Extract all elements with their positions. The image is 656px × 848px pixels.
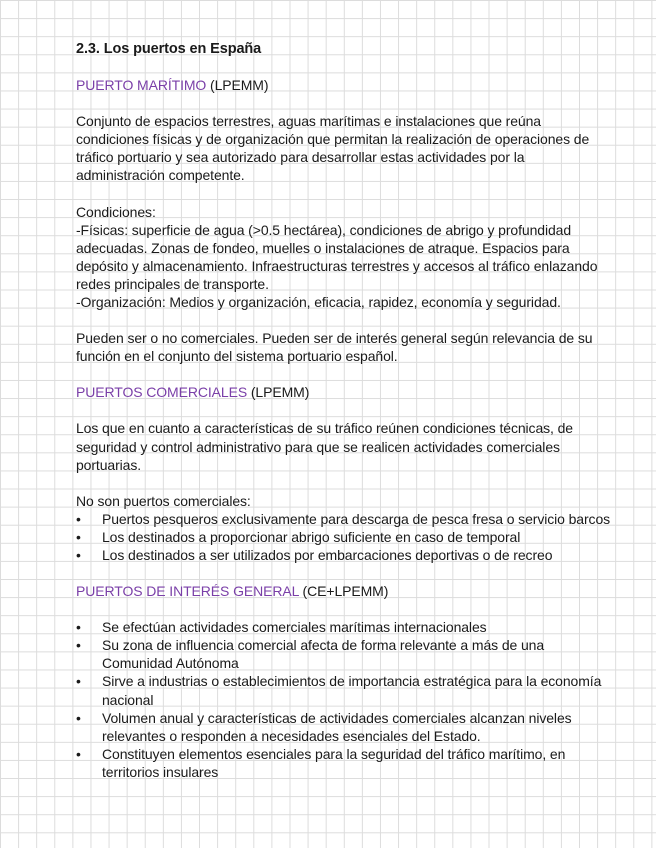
- interes-general-list: [76, 618, 616, 781]
- heading-puertos-comerciales: [76, 383, 616, 401]
- notes-page: [76, 40, 616, 799]
- list-item: • Puertos pesqueros exclusivamente para descarga de pesca fresa o servicio barcos: [76, 510, 616, 528]
- section-title: 2.3. Los puertos en España: [76, 41, 262, 57]
- list-item: • Se efectúan actividades comerciales marítimas internacionales: [76, 618, 616, 636]
- list-item: • Su zona de influencia comercial afecta de forma relevante a más de una Comunidad Autónoma: [76, 636, 616, 672]
- heading-interes-general: [76, 582, 616, 600]
- puerto-maritimo-definition: Conjunto de espacios terrestres, aguas marítimas e instalaciones que reúna condiciones físicas y de organización que permitan la realización de operaciones de tráfico portuario y sea autorizado para desarrollar estas actividades por la administración competente.: [76, 113, 590, 184]
- heading-puertos-comerciales-source: (LPEMM): [247, 384, 310, 401]
- list-item: • Los destinados a proporcionar abrigo suficiente en caso de temporal: [76, 528, 616, 546]
- heading-puerto-maritimo-label: PUERTO MARÍTIMO: [76, 77, 207, 94]
- heading-puertos-comerciales-label: PUERTOS COMERCIALES: [76, 384, 248, 401]
- conditions-label: Condiciones:: [76, 203, 156, 220]
- list-item: • Los destinados a ser utilizados por embarcaciones deportivas o de recreo: [76, 546, 616, 564]
- exclusions-list: [76, 510, 616, 564]
- puertos-comerciales-definition: Los que en cuanto a características de su tráfico reúnen condiciones técnicas, de seguridad y control administrativo para que se realicen actividades comerciales portuarias.: [76, 420, 573, 473]
- puerto-maritimo-conditions: [76, 203, 616, 312]
- list-item: • Volumen anual y características de actividades comerciales alcanzan niveles relevantes o responden a necesidades esenciales del Estado.: [76, 709, 616, 745]
- conditions-organizacion: -Organización: Medios y organización, eficacia, rapidez, economía y seguridad.: [76, 294, 561, 311]
- puerto-maritimo-commercial-note: Pueden ser o no comerciales. Pueden ser de interés general según relevancia de su función en el conjunto del sistema portuario español.: [76, 330, 593, 365]
- list-item: • Constituyen elementos esenciales para la seguridad del tráfico marítimo, en territorios insulares: [76, 745, 616, 781]
- conditions-fisicas: -Físicas: superficie de agua (>0.5 hectárea), condiciones de abrigo y profundidad adecuadas. Zonas de fondeo, muelles o instalaciones de atraque. Espacios para depósito y almacenamiento. Infraestructuras terrestres y accesos al tráfico enlazando redes principales de transporte.: [76, 221, 598, 292]
- heading-interes-general-label: PUERTOS DE INTERÉS GENERAL: [76, 583, 299, 600]
- heading-puerto-maritimo-source: (LPEMM): [206, 77, 269, 94]
- heading-interes-general-source: (CE+LPEMM): [298, 583, 389, 600]
- list-item: • Sirve a industrias o establecimientos de importancia estratégica para la economía nacional: [76, 672, 616, 708]
- heading-puerto-maritimo: [76, 76, 616, 94]
- exclusions-label: No son puertos comerciales:: [76, 492, 251, 509]
